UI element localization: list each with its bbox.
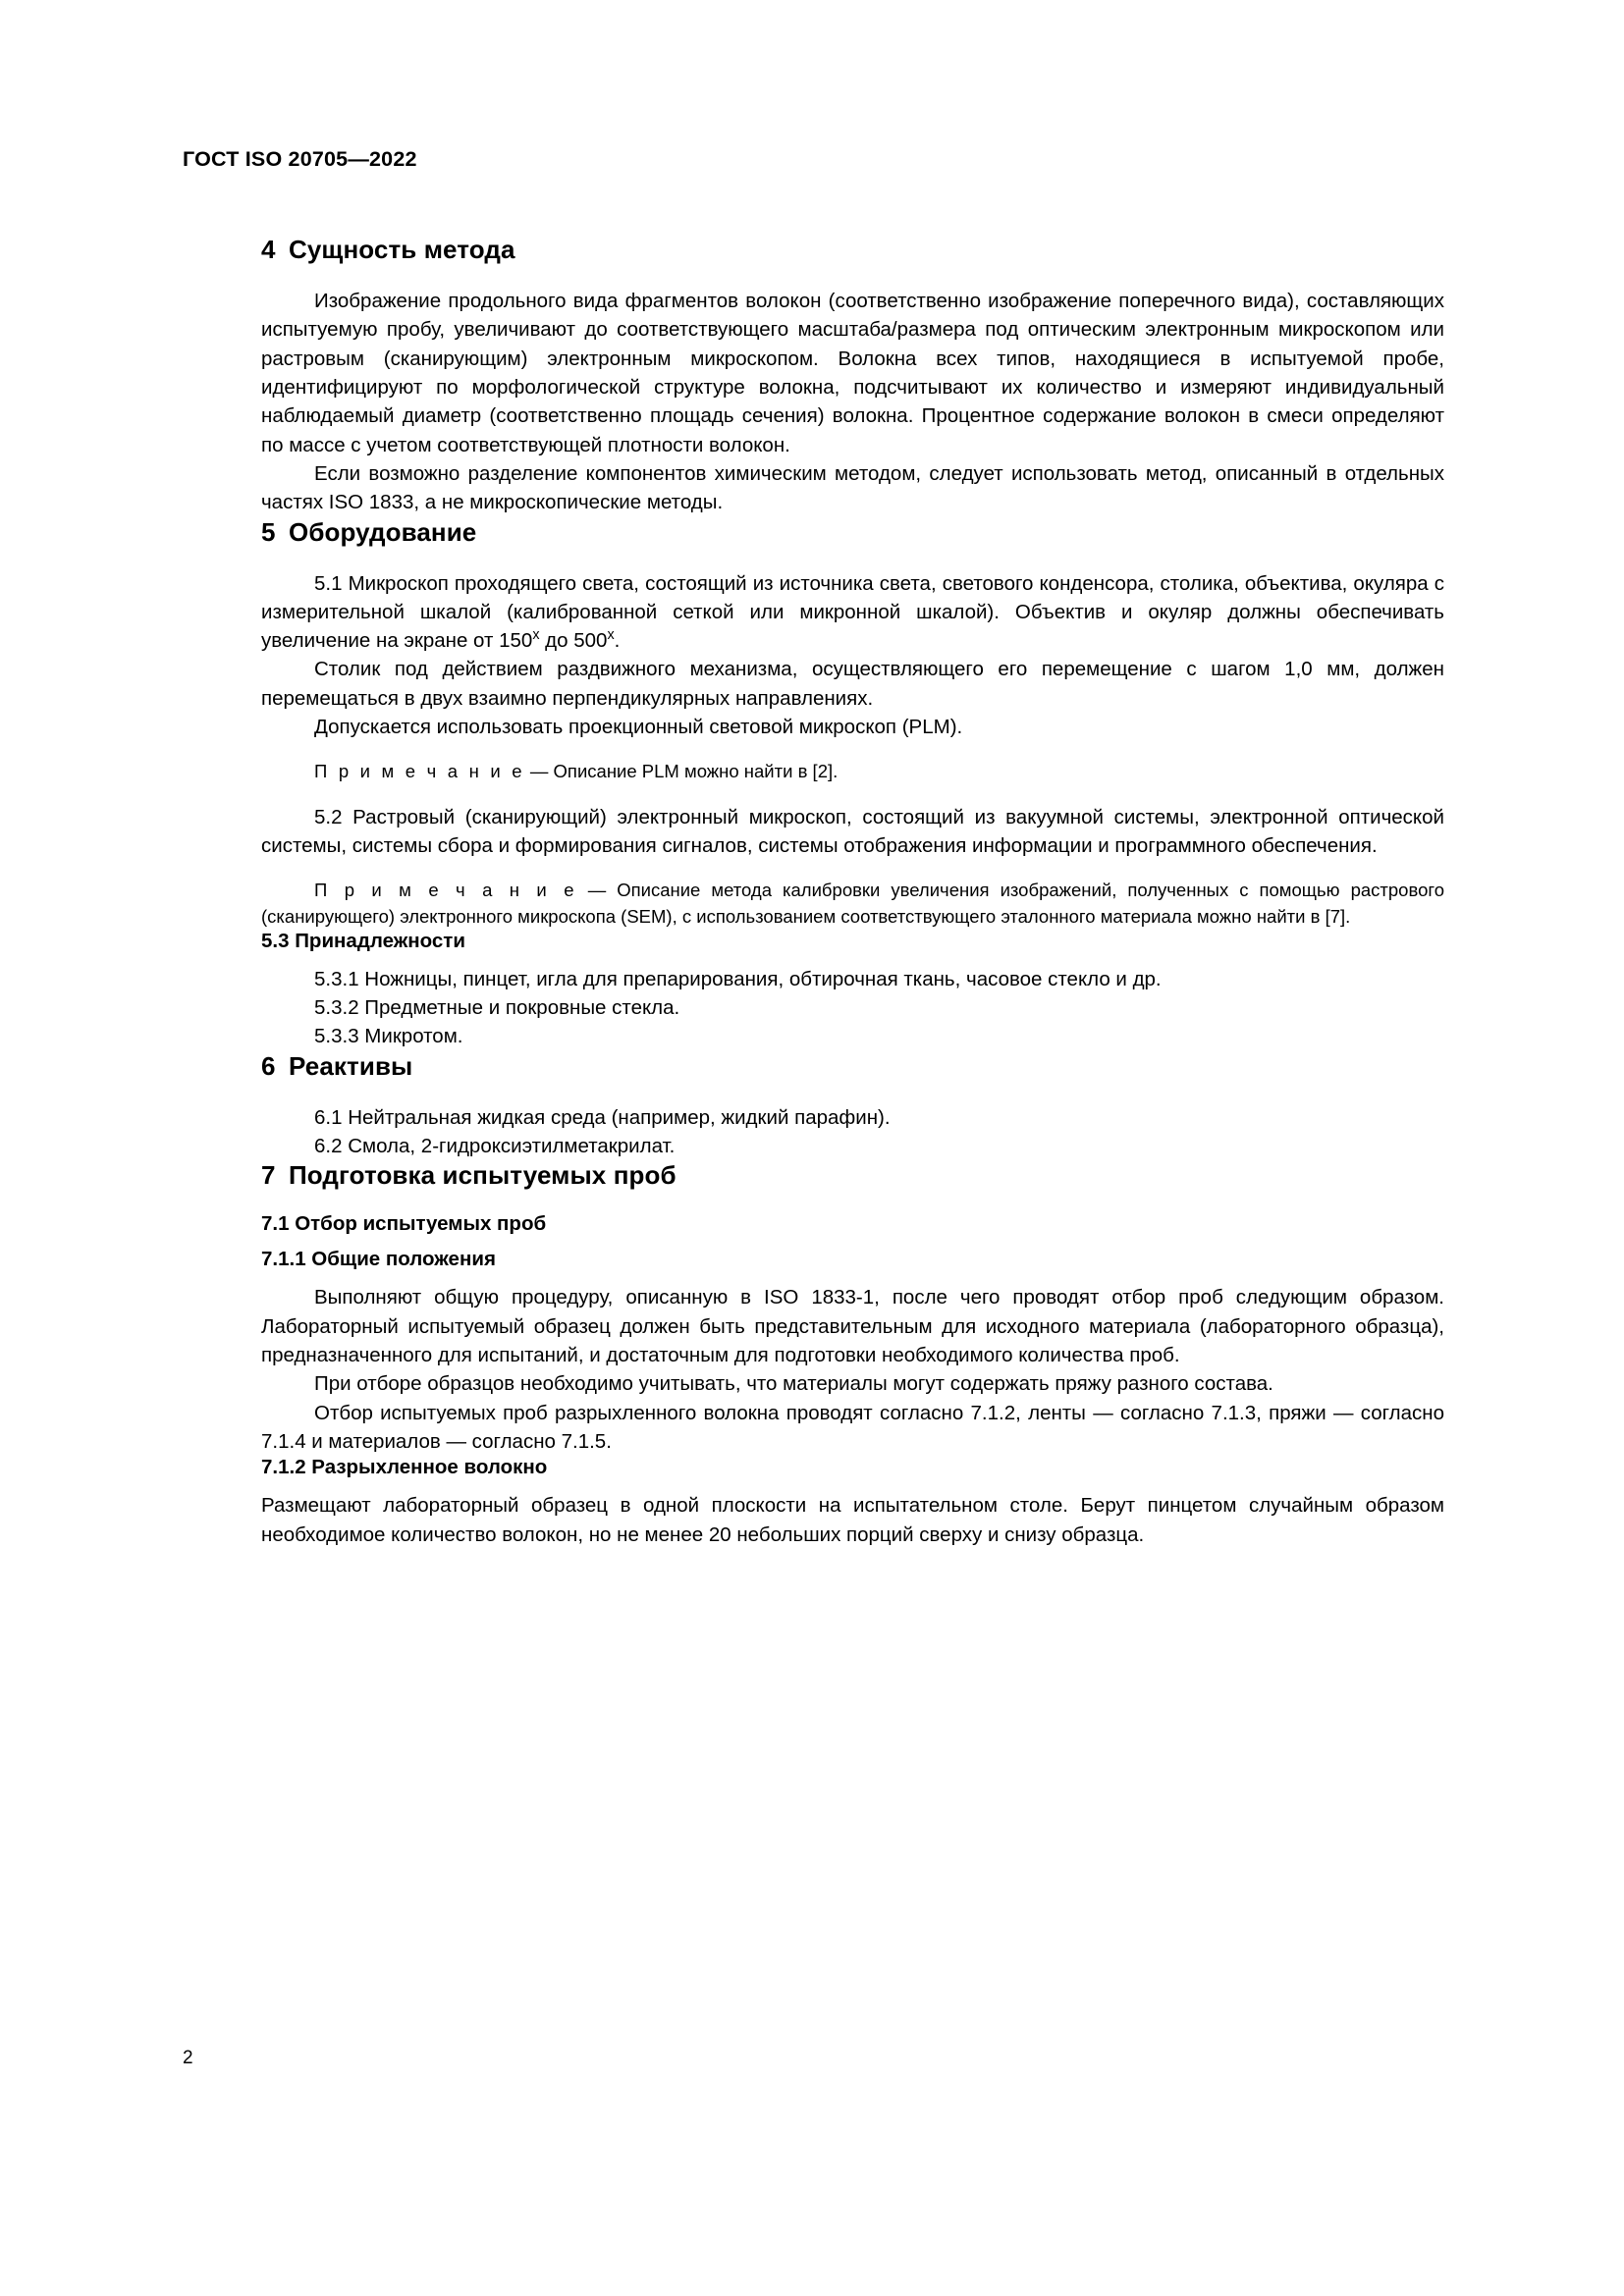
- paragraph-5-1: [261, 569, 1444, 656]
- section-title-6: Реактивы: [289, 1050, 413, 1081]
- section-number-6: 6: [261, 1050, 276, 1081]
- paragraph-7-1-1-b: При отборе образцов необходимо учитывать, что материалы могут содержать пряжу разного состава.: [314, 1372, 1273, 1396]
- section-number-7: 7: [261, 1160, 276, 1191]
- magnification-sup-2: x: [607, 627, 615, 644]
- note-plm: [261, 759, 1444, 784]
- paragraph-7-1-2: Размещают лабораторный образец в одной плоскости на испытательном столе. Берут пинцетом случайным образом необходимое количество волокон, но не менее 20 небольших порций сверху и снизу образца.: [261, 1494, 1444, 1546]
- paragraph-7-1-1-a: Выполняют общую процедуру, описанную в ISO 1833-1, после чего проводят отбор проб следующим образом. Лабораторный испытуемый образец должен быть представительным для исходного материала (лабораторного образца), предназначенного для испытаний, и достаточным для подготовки необходимого количества проб.: [261, 1286, 1444, 1366]
- document-body: [261, 235, 1444, 1549]
- subsection-heading-7-1: 7.1 Отбор испытуемых проб: [261, 1212, 547, 1236]
- paragraph-6-1: 6.1 Нейтральная жидкая среда (например, жидкий парафин).: [314, 1105, 891, 1129]
- section-title-7: Подготовка испытуемых проб: [289, 1160, 677, 1191]
- section-heading-7: [261, 1160, 1444, 1191]
- paragraph-5-3-1: 5.3.1 Ножницы, пинцет, игла для препарирования, обтирочная ткань, часовое стекло и др.: [314, 967, 1162, 990]
- document-header-standard-id: ГОСТ ISO 20705—2022: [183, 147, 417, 171]
- paragraph-5-3-2: 5.3.2 Предметные и покровные стекла.: [314, 996, 680, 1020]
- paragraph-7-1-1-c: Отбор испытуемых проб разрыхленного волокна проводят согласно 7.1.2, ленты — согласно 7.1.3, пряжи — согласно 7.1.4 и материалов — согласно 7.1.5.: [261, 1401, 1444, 1453]
- note-sem: [261, 878, 1444, 930]
- note-label-1: П р и м е ч а н и е: [314, 761, 525, 782]
- page-number: 2: [183, 2048, 193, 2068]
- section-heading-4: [261, 235, 1444, 265]
- section-title-4: Сущность метода: [289, 235, 515, 264]
- paragraph-5-1-part-c: .: [614, 629, 621, 653]
- subsection-heading-7-1-1: 7.1.1 Общие положения: [261, 1248, 496, 1271]
- note-text-1: — Описание PLM можно найти в [2].: [524, 761, 839, 782]
- paragraph-5-2: 5.2 Растровый (сканирующий) электронный микроскоп, состоящий из вакуумной системы, электронной оптической системы, системы сбора и формирования сигналов, системы отображения информации и программного обеспечения.: [261, 805, 1444, 857]
- magnification-sup-1: x: [532, 627, 540, 644]
- page-content: [183, 147, 1444, 1549]
- note-label-2: П р и м е ч а н и е: [314, 880, 577, 901]
- paragraph-4-2: Если возможно разделение компонентов химическим методом, следует использовать метод, описанный в отдельных частях ISO 1833, а не микроскопические методы.: [261, 461, 1444, 514]
- paragraph-5-1-part-b: до 500: [539, 629, 608, 653]
- subsection-heading-5-3: 5.3 Принадлежности: [261, 929, 465, 952]
- section-title-5: Оборудование: [289, 516, 477, 547]
- paragraph-4-1: Изображение продольного вида фрагментов волокон (соответственно изображение поперечного вида), составляющих испытуемую пробу, увеличивают до соответствующего масштаба/размера под оптическим электронным микроскопом или растровым (сканирующим) электронным микроскопом. Волокна всех типов, находящиеся в испытуемой пробе, идентифицируют по морфологической структуре волокна, подсчитывают их количество и измеряют индивидуальный наблюдаемый диаметр (соответственно площадь сечения) волокна. Процентное содержание волокон в смеси определяют по массе с учетом соответствующей плотности волокон.: [261, 290, 1444, 456]
- paragraph-5-1-second: Столик под действием раздвижного механизма, осуществляющего его перемещение с шагом 1,0 мм, должен перемещаться в двух взаимно перпендикулярных направлениях.: [261, 658, 1444, 710]
- section-heading-6: [261, 1051, 1444, 1082]
- paragraph-6-2: 6.2 Смола, 2-гидроксиэтилметакрилат.: [314, 1135, 676, 1158]
- section-heading-5: [261, 517, 1444, 548]
- subsection-heading-7-1-2: 7.1.2 Разрыхленное волокно: [261, 1456, 548, 1479]
- paragraph-5-1-third: Допускается использовать проекционный световой микроскоп (PLM).: [314, 716, 963, 739]
- paragraph-5-1-part-a: 5.1 Микроскоп проходящего света, состоящий из источника света, светового конденсора, столика, объектива, окуляра с измерительной шкалой (калиброванной сеткой или микронной шкалой). Объектив и окуляр должны обеспечивать увеличение на экране от 150: [261, 571, 1444, 653]
- section-number-4: 4: [261, 235, 276, 264]
- section-number-5: 5: [261, 516, 276, 547]
- paragraph-5-3-3: 5.3.3 Микротом.: [314, 1025, 463, 1048]
- note-text-2: — Описание метода калибровки увеличения изображений, полученных с помощью растрового (сканирующего) электронного микроскопа (SEM), с использованием соответствующего эталонного материала можно найти в [7].: [261, 880, 1444, 927]
